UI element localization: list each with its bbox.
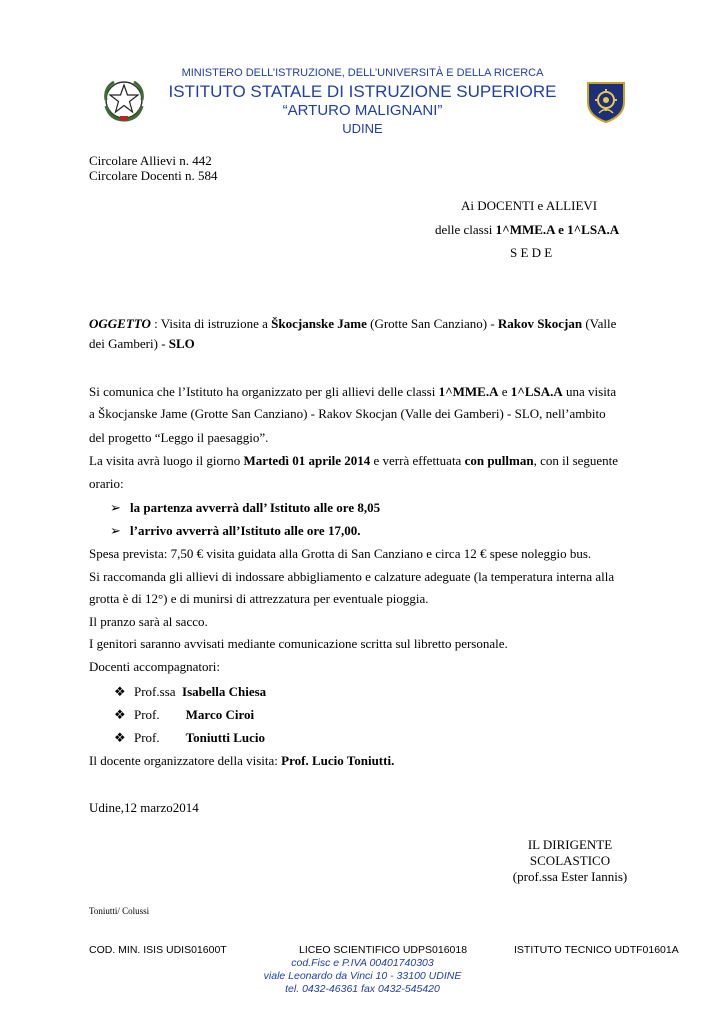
school-heading: ISTITUTO STATALE DI ISTRUZIONE SUPERIORE xyxy=(168,82,557,101)
body-pranzo: Il pranzo sarà al sacco. xyxy=(89,614,208,629)
arrow-bullet-icon: ➢ xyxy=(110,523,121,538)
body-raccomanda-line-2: grotta è di 12°) e di munirsi di attrezzatura per eventuale pioggia. xyxy=(89,591,429,606)
recipients-line-1: Ai DOCENTI e ALLIEVI xyxy=(461,198,598,213)
docenti-label: Docenti accompagnatori: xyxy=(89,659,221,674)
body-p1-line-1: Si comunica che l’Istituto ha organizzato per gli allievi delle classi 1^MME.A e 1^LSA.A una visita xyxy=(89,384,617,399)
docente-item: ❖ Prof. Toniutti Lucio xyxy=(114,730,265,745)
school-shield-logo-icon xyxy=(585,80,627,124)
recipients-line-2: delle classi 1^MME.A e 1^LSA.A xyxy=(435,222,620,237)
body-genitori: I genitori saranno avvisati mediante comunicazione scritta sul libretto personale. xyxy=(89,636,508,651)
diamond-bullet-icon: ❖ xyxy=(114,707,126,722)
school-name: “ARTURO MALIGNANI” xyxy=(282,102,443,119)
body-raccomanda-line-1: Si raccomanda gli allievi di indossare abbigliamento e calzature adeguate (la temperatura interna alla xyxy=(89,569,615,584)
docente-item: ❖ Prof.ssa Isabella Chiesa xyxy=(114,684,267,699)
body-p2-line-2: orario: xyxy=(89,476,124,491)
subject-line-2: dei Gamberi) - SLO xyxy=(89,336,195,351)
footer-liceo: LICEO SCIENTIFICO UDPS016018 xyxy=(299,944,468,956)
footer-phone: tel. 0432-46361 fax 0432-545420 xyxy=(285,983,440,995)
docente-item: ❖ Prof. Marco Ciroi xyxy=(114,707,255,722)
diamond-bullet-icon: ❖ xyxy=(114,684,126,699)
schedule-item: ➢ l’arrivo avverrà all’Istituto alle ore 17,00. xyxy=(110,523,361,538)
body-p1-line-2: a Škocjanske Jame (Grotte San Canziano) - Rakov Skocjan (Valle dei Gamberi) - SLO, nell’ambito xyxy=(89,406,606,421)
author-initials: Toniutti/ Colussi xyxy=(89,906,150,916)
school-city: UDINE xyxy=(342,121,383,136)
footer-tecnico: ISTITUTO TECNICO UDTF01601A xyxy=(514,944,679,956)
footer-fiscal-code: cod.Fisc e P.IVA 00401740303 xyxy=(291,957,434,969)
signature-title-2: SCOLASTICO xyxy=(529,853,611,868)
footer-address: viale Leonardo da Vinci 10 - 33100 UDINE xyxy=(263,970,462,982)
signature-title-1: IL DIRIGENTE xyxy=(527,837,613,852)
signature-block xyxy=(500,837,640,885)
body-spesa: Spesa prevista: 7,50 € visita guidata alla Grotta di San Canziano e circa 12 € spese noleggio bus. xyxy=(89,546,592,561)
signature-name: (prof.ssa Ester Iannis) xyxy=(512,869,628,884)
schedule-item: ➢ la partenza avverrà dall’ Istituto alle ore 8,05 xyxy=(110,500,381,515)
diamond-bullet-icon: ❖ xyxy=(114,730,126,745)
body-p1-line-3: del progetto “Leggo il paesaggio”. xyxy=(89,430,269,445)
circolare-docenti: Circolare Docenti n. 584 xyxy=(89,168,218,183)
arrow-bullet-icon: ➢ xyxy=(110,500,121,515)
letter-date: Udine,12 marzo2014 xyxy=(89,800,199,815)
recipients-sede: S E D E xyxy=(510,245,553,260)
ministry-heading: MINISTERO DELL’ISTRUZIONE, DELL’UNIVERSITÀ E DELLA RICERCA xyxy=(181,67,544,79)
body-p2-line-1: La visita avrà luogo il giorno Martedì 01 aprile 2014 e verrà effettuata con pullman, con il seguente xyxy=(89,453,619,468)
organizzatore: Il docente organizzatore della visita: Prof. Lucio Toniutti. xyxy=(89,753,395,768)
circolare-allievi: Circolare Allievi n. 442 xyxy=(89,153,212,168)
subject-line-1: OGGETTO : Visita di istruzione a Škocjanske Jame (Grotte San Canziano) - Rakov Skocjan (Valle xyxy=(89,316,617,331)
footer-cod-min: COD. MIN. ISIS UDIS01600T xyxy=(89,944,227,956)
